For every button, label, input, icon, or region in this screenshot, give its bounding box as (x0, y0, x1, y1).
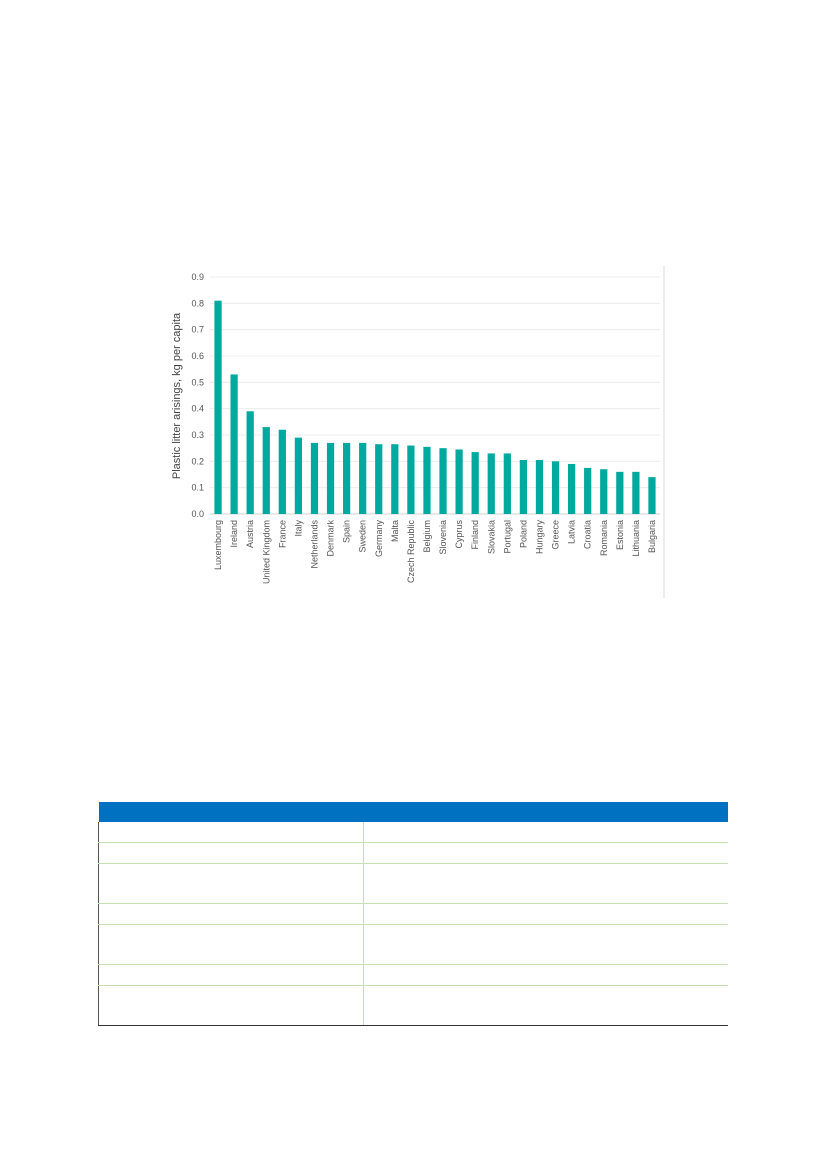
table-header-row (99, 802, 728, 822)
bar-romania (600, 469, 607, 514)
table-header-cell (99, 802, 364, 822)
table-row (99, 822, 728, 843)
x-tick-label: France (277, 520, 288, 549)
bar-united-kingdom (263, 427, 270, 514)
x-tick-label: Latvia (566, 520, 577, 545)
table-header-cell (364, 802, 728, 822)
x-tick-label: Portugal (502, 520, 513, 554)
table-cell (99, 965, 364, 986)
x-tick-label: Slovakia (486, 520, 497, 555)
bar-slovakia (488, 453, 495, 514)
x-tick-label: Finland (470, 520, 481, 550)
x-tick-label: Denmark (325, 520, 336, 557)
bar-portugal (504, 453, 511, 514)
chart-gridlines (210, 277, 660, 514)
bar-luxembourg (214, 301, 221, 514)
table-cell (364, 822, 728, 843)
bar-italy (295, 438, 302, 514)
data-table (98, 802, 728, 1026)
bar-greece (552, 461, 559, 514)
bar-netherlands (311, 443, 318, 514)
x-tick-label: Spain (341, 520, 352, 544)
x-tick-label: Ireland (229, 520, 240, 548)
table-cell (364, 904, 728, 925)
x-tick-label: Belgium (421, 520, 432, 553)
x-tick-label: Austria (245, 520, 256, 549)
bar-slovenia (439, 448, 446, 514)
y-tick-label: 0.7 (191, 324, 204, 335)
y-tick-label: 0.1 (191, 482, 204, 493)
x-tick-label: Croatia (582, 520, 593, 550)
table-cell (364, 925, 728, 965)
bar-austria (247, 411, 254, 514)
x-tick-label: Hungary (534, 520, 545, 555)
table-cell (364, 965, 728, 986)
x-tick-label: Malta (389, 520, 400, 543)
x-axis-ticks (213, 520, 657, 585)
bar-latvia (568, 464, 575, 514)
plastic-litter-chart (160, 262, 670, 602)
table-row (99, 904, 728, 925)
bar-poland (520, 460, 527, 514)
y-axis-ticks (191, 272, 204, 519)
bar-estonia (616, 472, 623, 514)
table-cell (99, 864, 364, 904)
x-tick-label: Sweden (357, 520, 368, 553)
x-tick-label: Poland (518, 520, 529, 549)
y-tick-label: 0.6 (191, 351, 204, 361)
bar-sweden (359, 443, 366, 514)
table-cell (99, 925, 364, 965)
x-tick-label: Germany (373, 520, 384, 558)
table-row (99, 925, 728, 965)
bar-ireland (230, 374, 237, 514)
x-tick-label: Bulgaria (646, 520, 657, 554)
x-tick-label: Estonia (614, 520, 625, 551)
table-cell (99, 822, 364, 843)
table-row (99, 864, 728, 904)
table-cell (364, 986, 728, 1026)
bar-denmark (327, 443, 334, 514)
bar-finland (472, 452, 479, 514)
table-row (99, 965, 728, 986)
x-tick-label: Romania (598, 520, 609, 557)
bar-hungary (536, 460, 543, 514)
y-tick-label: 0.4 (191, 403, 204, 414)
table-row (99, 843, 728, 864)
bar-belgium (423, 447, 430, 514)
x-tick-label: Czech Republic (405, 520, 416, 584)
bar-france (279, 430, 286, 514)
table-cell (99, 904, 364, 925)
bar-germany (375, 444, 382, 514)
x-tick-label: Cyprus (454, 520, 465, 549)
table-cell (364, 864, 728, 904)
y-tick-label: 0.3 (191, 430, 204, 440)
table-row (99, 986, 728, 1026)
bar-bulgaria (648, 477, 655, 514)
x-tick-label: United Kingdom (261, 520, 272, 585)
x-tick-label: Italy (293, 520, 304, 537)
bar-lithuania (632, 472, 639, 514)
bar-cyprus (455, 449, 462, 514)
y-tick-label: 0.5 (191, 377, 204, 388)
y-tick-label: 0.0 (191, 509, 204, 519)
table-cell (99, 986, 364, 1026)
y-tick-label: 0.9 (191, 272, 204, 282)
y-axis-title: Plastic litter arisings, kg per capita (171, 312, 183, 480)
x-tick-label: Greece (550, 520, 561, 550)
y-tick-label: 0.8 (191, 298, 204, 309)
x-tick-label: Netherlands (309, 520, 320, 569)
x-tick-label: Lithuania (630, 520, 641, 557)
bar-croatia (584, 468, 591, 514)
table-cell (99, 843, 364, 864)
table-cell (364, 843, 728, 864)
bar-malta (391, 444, 398, 514)
bar-czech-republic (407, 446, 414, 514)
chart-bars (214, 301, 655, 514)
y-tick-label: 0.2 (191, 456, 204, 467)
bar-spain (343, 443, 350, 514)
x-tick-label: Luxembourg (213, 520, 224, 571)
x-tick-label: Slovenia (438, 520, 449, 555)
table-body (99, 822, 728, 1026)
